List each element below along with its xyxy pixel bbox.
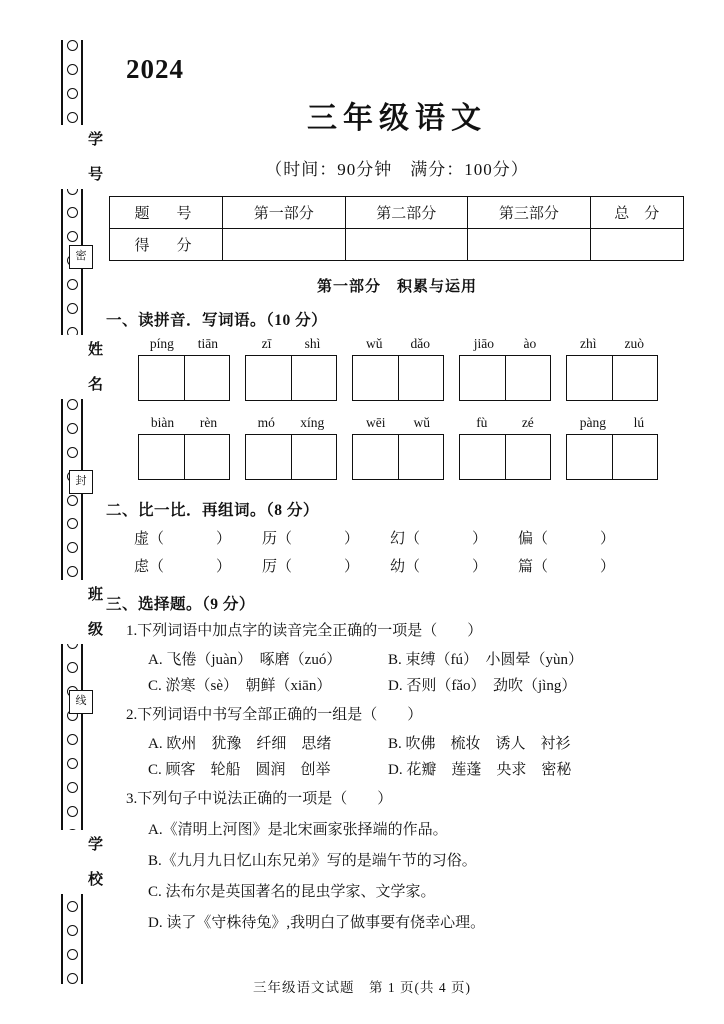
score-table [109, 196, 684, 261]
pinyin-syllable: zuò [624, 336, 644, 351]
binding-label-student-id: 学 号 [39, 125, 105, 189]
question-3-1-stem: 1.下列词语中加点字的读音完全正确的一项是（ ） [126, 623, 483, 639]
score-cell-part3[interactable] [468, 229, 591, 261]
paren-close: ） [344, 559, 360, 575]
score-col-part2: 第二部分 [345, 197, 468, 229]
seal-char-xian: 线 [69, 690, 93, 714]
word-build-prompt: 幼（ [390, 559, 421, 575]
part-one-title: 第一部分 积累与运用 [316, 279, 477, 295]
word-build-item[interactable] [262, 527, 390, 548]
answer-box[interactable] [352, 434, 444, 480]
question-2-heading: 二、比一比．再组词。（8 分） [106, 502, 319, 519]
question-3-2-options-row-2 [148, 758, 690, 779]
question-3-3-stem: 3.下列句子中说法正确的一项是（ ） [126, 790, 393, 807]
answer-box[interactable] [245, 434, 337, 480]
word-build-item[interactable] [390, 555, 518, 576]
word-build-row-2 [134, 555, 690, 576]
seal-char-feng: 封 [69, 470, 93, 494]
pinyin-label [138, 336, 230, 352]
score-cell-total[interactable] [590, 229, 683, 261]
score-col-part1: 第一部分 [223, 197, 346, 229]
pinyin-cell [138, 415, 230, 480]
option-a[interactable]: A. 欧州 犹豫 纤细 思绪 [148, 735, 332, 752]
pinyin-syllable: wēi [366, 415, 386, 430]
answer-box[interactable] [245, 355, 337, 401]
word-build-prompt: 历（ [262, 531, 293, 547]
option-b[interactable]: B. 吹佛 梳妆 诱人 衬衫 [388, 735, 571, 752]
exam-subtitle: （时间：90分钟 满分：100分） [265, 160, 529, 179]
word-build-prompt: 幻（ [390, 531, 421, 547]
paren-close: ） [472, 559, 488, 575]
pinyin-syllable: wǔ [413, 415, 430, 430]
option-d[interactable]: D. 花瓣 莲蓬 央求 密秘 [388, 761, 572, 778]
option-c[interactable]: C. 淤寒（sè） 朝鲜（xiān） [148, 677, 332, 694]
pinyin-cell [459, 336, 551, 401]
table-row [110, 197, 684, 229]
answer-box[interactable] [459, 355, 551, 401]
answer-box[interactable] [352, 355, 444, 401]
binding-label-class: 班 级 [39, 580, 105, 644]
pinyin-syllable: zhì [580, 336, 597, 351]
word-build-item[interactable] [262, 555, 390, 576]
pinyin-syllable: lú [633, 415, 645, 430]
seal-char-mi: 密 [69, 245, 93, 269]
word-build-prompt: 厉（ [262, 559, 293, 575]
option-b[interactable]: B. 束缚（fú） 小圆晕（yùn） [388, 651, 584, 668]
paren-close: ） [344, 531, 360, 547]
answer-box[interactable] [566, 434, 658, 480]
question-3-heading: 三、选择题。（9 分） [106, 596, 255, 613]
pinyin-syllable: zī [261, 336, 272, 351]
pinyin-label [459, 415, 551, 431]
page-title: 三年级语文 [307, 102, 487, 135]
pinyin-syllable: píng [149, 336, 174, 351]
question-3-1-options-row-2 [148, 674, 690, 695]
option-a[interactable]: A. 飞倦（juàn） 啄磨（zuó） [148, 651, 342, 668]
pinyin-syllable: wǔ [366, 336, 383, 351]
score-col-part3: 第三部分 [468, 197, 591, 229]
pinyin-label [138, 415, 230, 431]
pinyin-syllable: fù [476, 415, 488, 430]
pinyin-syllable: biàn [150, 415, 175, 430]
score-row-label-points: 得 分 [110, 229, 223, 261]
question-3-2-stem: 2.下列词语中书写全部正确的一组是（ ） [126, 706, 423, 723]
option-d[interactable]: D. 否则（fǎo） 劲吹（jìng） [388, 677, 577, 694]
option-c[interactable]: C. 法布尔是英国著名的昆虫学家、文学家。 [148, 884, 436, 901]
pinyin-syllable: xíng [300, 415, 325, 430]
pinyin-label [245, 336, 337, 352]
score-row-label: 题 号 [110, 197, 223, 229]
paren-close: ） [216, 559, 232, 575]
option-a[interactable]: A.《清明上河图》是北宋画家张择端的作品。 [148, 822, 448, 839]
question-1-heading: 一、读拼音．写词语。（10 分） [106, 312, 328, 329]
word-build-prompt: 篇（ [518, 559, 549, 575]
word-build-row-1 [134, 527, 690, 548]
pinyin-cell [138, 336, 230, 401]
word-build-item[interactable] [518, 527, 646, 548]
pinyin-syllable: ào [523, 336, 537, 351]
paren-close: ） [600, 531, 616, 547]
score-cell-part2[interactable] [345, 229, 468, 261]
page-footer: 三年级语文试题 第 1 页(共 4 页) [253, 980, 471, 995]
pinyin-syllable: rèn [199, 415, 218, 430]
word-build-prompt: 偏（ [518, 531, 549, 547]
answer-box[interactable] [138, 355, 230, 401]
question-3-1-options-row-1 [148, 648, 690, 669]
pinyin-syllable: mó [257, 415, 275, 430]
pinyin-label [459, 336, 551, 352]
word-build-item[interactable] [518, 555, 646, 576]
answer-box[interactable] [459, 434, 551, 480]
paren-close: ） [472, 531, 488, 547]
pinyin-label [352, 415, 444, 431]
pinyin-syllable: tiān [197, 336, 219, 351]
binding-label-school: 学 校 [39, 830, 105, 894]
pinyin-syllable: dǎo [410, 336, 430, 351]
word-build-item[interactable] [134, 555, 262, 576]
option-b[interactable]: B.《九月九日忆山东兄弟》写的是端午节的习俗。 [148, 853, 477, 870]
question-3-2-options-row-1 [148, 732, 690, 753]
pinyin-cell [566, 336, 658, 401]
pinyin-cell [352, 336, 444, 401]
word-build-prompt: 虑（ [134, 559, 165, 575]
pinyin-label [245, 415, 337, 431]
answer-box[interactable] [138, 434, 230, 480]
option-d[interactable]: D. 读了《守株待兔》,我明白了做事要有侥幸心理。 [148, 915, 486, 932]
answer-box[interactable] [566, 355, 658, 401]
pinyin-syllable: jiāo [473, 336, 494, 351]
score-col-total: 总 分 [590, 197, 683, 229]
score-cell-part1[interactable] [223, 229, 346, 261]
word-build-item[interactable] [134, 527, 262, 548]
word-build-prompt: 虚（ [134, 531, 165, 547]
pinyin-cell [566, 415, 658, 480]
content-column [104, 40, 690, 932]
pinyin-cell [459, 415, 551, 480]
pinyin-label [566, 336, 658, 352]
table-row [110, 229, 684, 261]
pinyin-row-1 [138, 336, 658, 401]
pinyin-label [566, 415, 658, 431]
pinyin-row-2 [138, 415, 658, 480]
option-c[interactable]: C. 顾客 轮船 圆润 创举 [148, 761, 331, 778]
word-build-item[interactable] [390, 527, 518, 548]
binding-label-name: 姓 名 [39, 335, 105, 399]
pinyin-syllable: zé [521, 415, 534, 430]
pinyin-label [352, 336, 444, 352]
binding-strip [55, 40, 102, 984]
pinyin-cell [352, 415, 444, 480]
pinyin-cell [245, 336, 337, 401]
pinyin-syllable: pàng [579, 415, 607, 430]
pinyin-cell [245, 415, 337, 480]
pinyin-syllable: shì [304, 336, 321, 351]
paren-close: ） [216, 531, 232, 547]
paren-close: ） [600, 559, 616, 575]
exam-year: 2024 [126, 54, 184, 84]
